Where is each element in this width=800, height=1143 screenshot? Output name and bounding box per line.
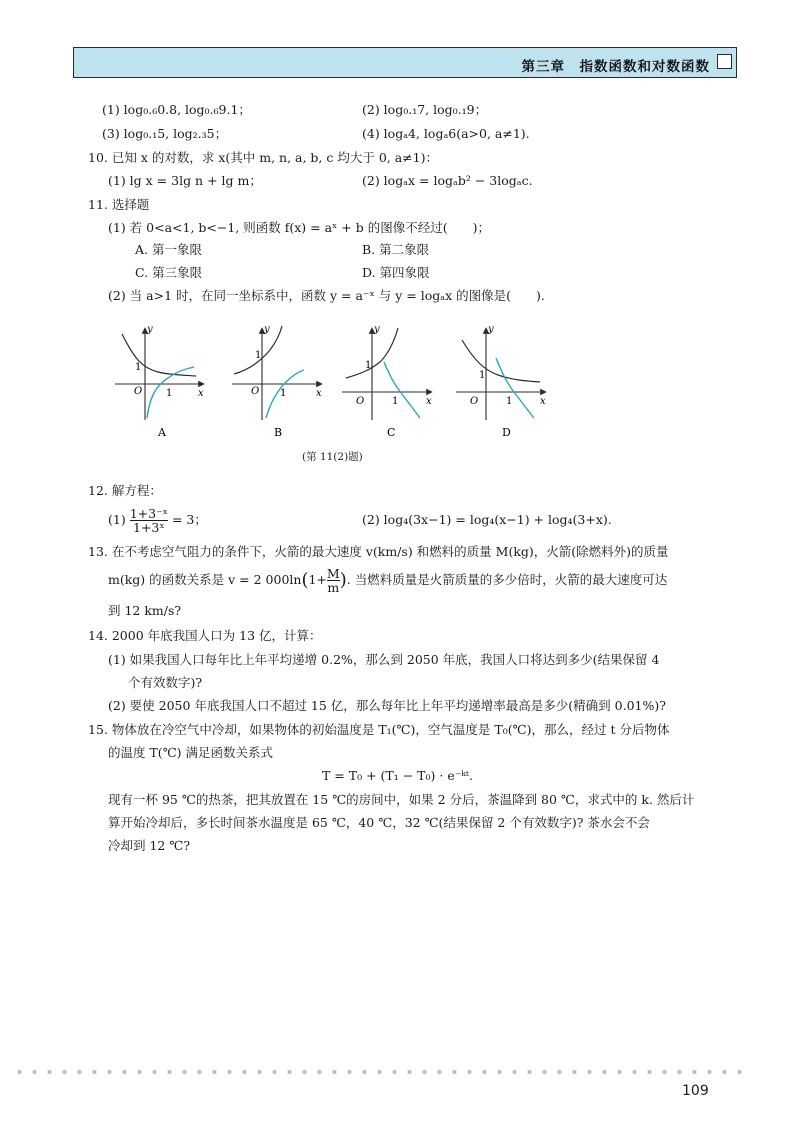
p13-line-1: 13. 在不考虑空气阻力的条件下，火箭的最大速度 v(km/s) 和燃料的质量 M(kg)，火箭(除燃料外)的质量 <box>88 544 669 559</box>
p11-option-c: C. 第三象限 <box>135 265 203 280</box>
panel-a-label: A <box>158 426 166 439</box>
p12-item-1 <box>108 506 207 534</box>
p12-stem: 12. 解方程： <box>88 483 162 498</box>
p14-item-1-line-1: (1) 如果我国人口每年比上年平均递增 0.2%，那么到 2050 年底，我国人口将达到多少(结果保留 4 <box>108 652 660 667</box>
p11-option-d: D. 第四象限 <box>362 265 430 280</box>
p10-stem: 10. 已知 x 的对数，求 x(其中 m, n, a, b, c 均大于 0, a≠1)： <box>88 150 438 165</box>
p12-item-1-numerator: 1+3⁻ˣ <box>129 506 168 521</box>
panel-c-x-label: x <box>426 396 432 407</box>
graph-panel-c <box>342 324 432 439</box>
panel-d-label: D <box>502 426 511 439</box>
figure-caption: (第 11(2)题) <box>302 451 363 463</box>
p13-line-3: 到 12 km/s? <box>108 603 182 618</box>
chapter-title: 第三章 指数函数和对数函数 <box>521 59 710 75</box>
p13-formula-lead: m(kg) 的函数关系是 v = 2 000ln <box>108 572 302 587</box>
p15-formula: T = T₀ + (T₁ − T₀) · e⁻ᵏᵗ. <box>322 768 473 783</box>
p14-item-1-line-2: 个有效数字)? <box>128 675 203 690</box>
header-square-decoration <box>717 54 732 69</box>
p11-graph-figure <box>110 320 560 442</box>
p13-formula-tail: . 当燃料质量是火箭质量的多少倍时，火箭的最大速度可达 <box>346 572 668 587</box>
p15-line-1: 15. 物体放在冷空气中冷却，如果物体的初始温度是 T₁(℃)，空气温度是 T₀(℃)，那么，经过 t 分后物体 <box>88 722 670 737</box>
panel-b-one-label: 1 <box>255 350 262 361</box>
page-number: 109 <box>682 1083 709 1099</box>
p15-line-4: 算开始冷却后，多长时间茶水温度是 65 ℃，40 ℃，32 ℃(结果保留 2 个有效数字)? 茶水会不会 <box>108 815 650 830</box>
p13-line-2: m(kg) 的函数关系是 v = 2 000ln(1+ $\frac{M}{m}$ ). 当燃料质量是火箭质量的多少倍时，火箭的最大速度可达 <box>108 566 668 595</box>
graph-panel-a <box>115 324 204 439</box>
p10-item-2: (2) logₐx = logₐb² − 3logₐc. <box>362 173 533 188</box>
p12-item-1-prefix: (1) <box>108 512 126 527</box>
panel-a-y-label: y <box>147 324 153 335</box>
p12-item-2: (2) log₄(3x−1) = log₄(x−1) + log₄(3+x). <box>362 512 612 527</box>
panel-b-x-label: x <box>316 388 322 399</box>
panel-d-log-curve <box>496 358 534 418</box>
graph-panel-d <box>456 324 546 439</box>
panel-b-y-label: y <box>264 324 270 335</box>
panel-b-origin: O <box>251 386 260 397</box>
panel-b-x-one-label: 1 <box>280 388 287 399</box>
panel-d-y-label: y <box>488 324 494 335</box>
p12-item-1-fraction <box>130 507 168 534</box>
panel-d-x-one-label: 1 <box>506 396 513 407</box>
panel-d-one-label: 1 <box>479 370 486 381</box>
panel-a-x-label: x <box>198 388 204 399</box>
panel-a-x-one-label: 1 <box>166 388 173 399</box>
p11-stem: 11. 选择题 <box>88 197 150 212</box>
p13-fraction-denominator: m <box>327 580 340 595</box>
panel-c-origin: O <box>356 396 365 407</box>
p15-line-2: 的温度 T(℃) 满足函数关系式 <box>108 745 274 760</box>
p10-item-1: (1) lg x = 3lg n + lg m； <box>108 173 262 188</box>
panel-c-y-label: y <box>374 324 380 335</box>
p15-line-3: 现有一杯 95 ℃的热茶，把其放置在 15 ℃的房间中，如果 2 分后，茶温降到 80 ℃，求式中的 k. 然后计 <box>108 792 695 807</box>
panel-c-one-label: 1 <box>365 360 372 371</box>
panel-d-exp-curve <box>462 340 540 382</box>
panel-c-x-one-label: 1 <box>392 396 399 407</box>
panel-a-origin: O <box>134 386 143 397</box>
p11-question-1: (1) 若 0<a<1, b<−1, 则函数 f(x) = aˣ + b 的图像不经过( )； <box>108 220 490 235</box>
p11-option-b: B. 第二象限 <box>362 242 430 257</box>
p11-option-a: A. 第一象限 <box>135 242 202 257</box>
graph-panel-b <box>232 324 322 439</box>
p9-item-1: (1) log₀.₆0.8, log₀.₆9.1； <box>102 102 251 117</box>
p15-line-5: 冷却到 12 ℃? <box>108 838 191 853</box>
panel-a-one-label: 1 <box>135 362 142 373</box>
p9-item-3: (3) log₀.₁5, log₂.₃5； <box>102 126 228 141</box>
p13-fraction-numerator: M <box>326 566 340 581</box>
panel-d-x-label: x <box>540 396 546 407</box>
p11-question-2: (2) 当 a>1 时，在同一坐标系中，函数 y = a⁻ˣ 与 y = logₐx 的图像是( ). <box>108 288 545 303</box>
p14-stem: 14. 2000 年底我国人口为 13 亿，计算： <box>88 628 322 643</box>
p13-formula-fraction <box>327 567 340 594</box>
p9-item-4: (4) logₐ4, logₐ6(a>0, a≠1). <box>362 126 530 141</box>
panel-c-log-curve <box>384 362 420 418</box>
panel-b-label: B <box>274 426 283 439</box>
p12-item-1-suffix: = 3； <box>171 512 207 527</box>
panel-d-origin: O <box>470 396 479 407</box>
panel-c-label: C <box>387 426 396 439</box>
chapter-header <box>73 47 737 78</box>
p9-item-2: (2) log₀.₁7, log₀.₁9； <box>362 102 488 117</box>
footer-dotted-rule <box>12 1069 747 1075</box>
p14-item-2: (2) 要使 2050 年底我国人口不超过 15 亿，那么每年比上年平均递增率最高是多少(精确到 0.01%)? <box>108 698 666 713</box>
p12-item-1-denominator: 1+3ˣ <box>133 520 165 535</box>
